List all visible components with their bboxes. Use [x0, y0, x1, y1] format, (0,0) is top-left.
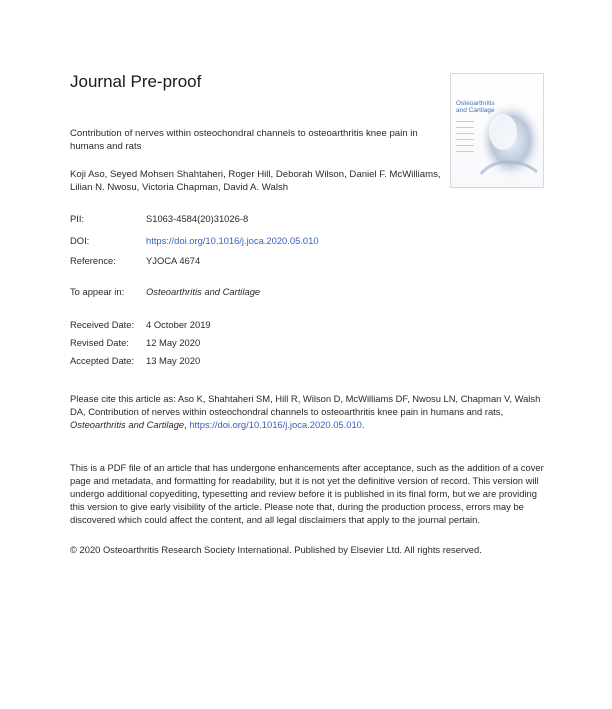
article-authors: Koji Aso, Seyed Mohsen Shahtaheri, Roger Hill, Deborah Wilson, Daniel F. McWilliams, Lilian N. Nwosu, Victoria Chapman, David A. Walsh: [70, 169, 441, 193]
citation-journal: Osteoarthritis and Cartilage: [70, 419, 185, 430]
citation-block: [70, 392, 546, 431]
received-label: Received Date:: [70, 319, 135, 330]
article-title: Contribution of nerves within osteochondral channels to osteoarthritis knee pain in humans and rats: [70, 128, 418, 152]
citation-end: .: [361, 419, 365, 430]
page-title: Journal Pre-proof: [70, 72, 202, 91]
pii-value: S1063-4584(20)31026-8: [146, 213, 249, 224]
appear-label: To appear in:: [70, 286, 125, 297]
copyright-text: © 2020 Osteoarthritis Research Society International. Published by Elsevier Ltd. All rights reserved.: [70, 544, 482, 555]
revised-value: 12 May 2020: [146, 337, 201, 348]
revised-label: Revised Date:: [70, 337, 129, 348]
pii-label: PII:: [70, 213, 85, 224]
citation-separator: ,: [184, 419, 190, 430]
doi-label: DOI:: [70, 235, 90, 246]
citation-doi-link[interactable]: https://doi.org/10.1016/j.joca.2020.05.010: [189, 419, 362, 430]
disclaimer-text: This is a PDF file of an article that has undergone enhancements after acceptance, such as the addition of a cover page and metadata, and formatting for readability, but it is not yet the definitive version of record. This version will undergo additional copyediting, typesetting and review before it is published in its final form, but we are providing this version to give early visibility of the article. Please note that, during the production process, errors may be discovered which could affect the content, and all legal disclaimers that apply to the journal pertain.: [70, 462, 544, 525]
reference-label: Reference:: [70, 255, 116, 266]
doi-link[interactable]: https://doi.org/10.1016/j.joca.2020.05.010: [146, 235, 319, 246]
journal-cover-image: [450, 73, 544, 188]
received-value: 4 October 2019: [146, 319, 211, 330]
cover-text-lines: [456, 121, 474, 157]
accepted-label: Accepted Date:: [70, 355, 135, 366]
appear-value: Osteoarthritis and Cartilage: [146, 286, 261, 297]
citation-text: Please cite this article as: Aso K, Shahtaheri SM, Hill R, Wilson D, McWilliams DF, Nwosu LN, Chapman V, Walsh DA, Contribution of nerves within osteochondral channels to osteoarthritis knee pain in humans and rats,: [70, 393, 541, 417]
accepted-value: 13 May 2020: [146, 355, 201, 366]
cover-journal-name: Osteoarthritis and Cartilage: [456, 100, 495, 114]
reference-value: YJOCA 4674: [146, 255, 201, 266]
